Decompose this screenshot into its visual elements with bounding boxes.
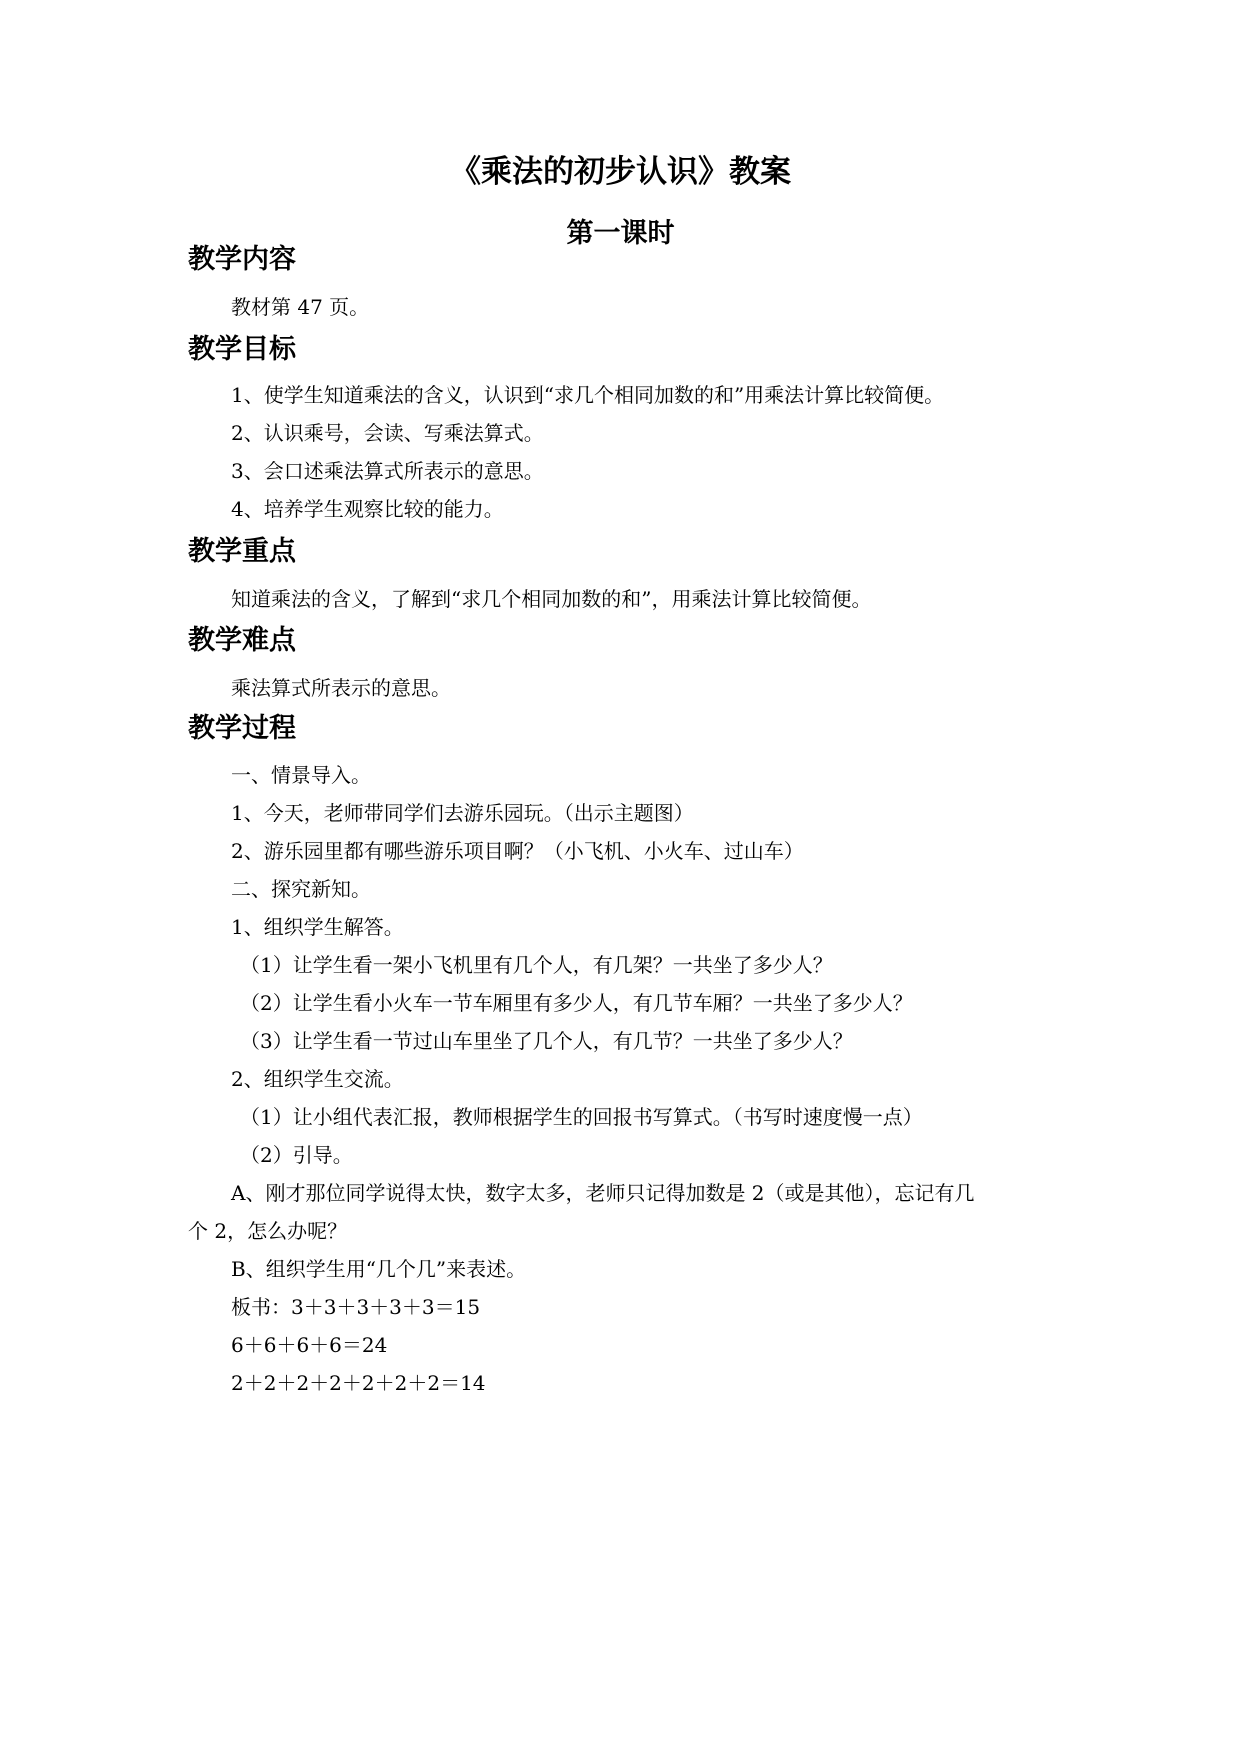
- list-item: （1）让学生看一架小飞机里有几个人，有几架？一共坐了多少人？: [240, 953, 833, 977]
- list-item: 个 2，怎么办呢？: [188, 1219, 348, 1243]
- list-item: 2、组织学生交流。: [231, 1067, 404, 1091]
- paragraph: 教材第 47 页。: [231, 295, 370, 319]
- list-item: （3）让学生看一节过山车里坐了几个人，有几节？一共坐了多少人？: [240, 1029, 853, 1053]
- list-item: 3、会口述乘法算式所表示的意思。: [231, 459, 544, 483]
- document-title: 《乘法的初步认识》教案: [450, 154, 791, 190]
- list-item: 二、探究新知。: [231, 877, 371, 901]
- list-item: 2、游乐园里都有哪些游乐项目啊？（小飞机、小火车、过山车）: [231, 839, 804, 863]
- list-item: A、刚才那位同学说得太快，数字太多，老师只记得加数是 2（或是其他），忘记有几: [231, 1181, 975, 1205]
- list-item: （1）让小组代表汇报，教师根据学生的回报书写算式。（书写时速度慢一点）: [240, 1105, 923, 1129]
- list-item: 2、认识乘号，会读、写乘法算式。: [231, 421, 544, 445]
- document-subtitle: 第一课时: [566, 218, 675, 249]
- formula-line: 6＋6＋6＋6＝24: [231, 1333, 388, 1357]
- list-item: 1、组织学生解答。: [231, 915, 404, 939]
- section-heading-content: 教学内容: [188, 244, 296, 275]
- section-heading-process: 教学过程: [188, 713, 296, 744]
- paragraph: 乘法算式所表示的意思。: [231, 676, 451, 700]
- list-item: 1、使学生知道乘法的含义，认识到“求几个相同加数的和”用乘法计算比较简便。: [231, 383, 945, 407]
- list-item: （2）引导。: [240, 1143, 353, 1167]
- list-item: （2）让学生看小火车一节车厢里有多少人，有几节车厢？一共坐了多少人？: [240, 991, 913, 1015]
- list-item: 1、今天，老师带同学们去游乐园玩。（出示主题图）: [231, 801, 694, 825]
- section-heading-difficulties: 教学难点: [188, 625, 296, 656]
- list-item: 一、情景导入。: [231, 763, 371, 787]
- formula-line: 板书：3＋3＋3＋3＋3＝15: [231, 1295, 481, 1319]
- section-heading-key-points: 教学重点: [188, 536, 296, 567]
- paragraph: 知道乘法的含义，了解到“求几个相同加数的和”，用乘法计算比较简便。: [231, 587, 872, 611]
- section-heading-goals: 教学目标: [188, 334, 296, 365]
- list-item: B、组织学生用“几个几”来表述。: [231, 1257, 527, 1281]
- formula-line: 2＋2＋2＋2＋2＋2＋2＝14: [231, 1371, 486, 1395]
- list-item: 4、培养学生观察比较的能力。: [231, 497, 504, 521]
